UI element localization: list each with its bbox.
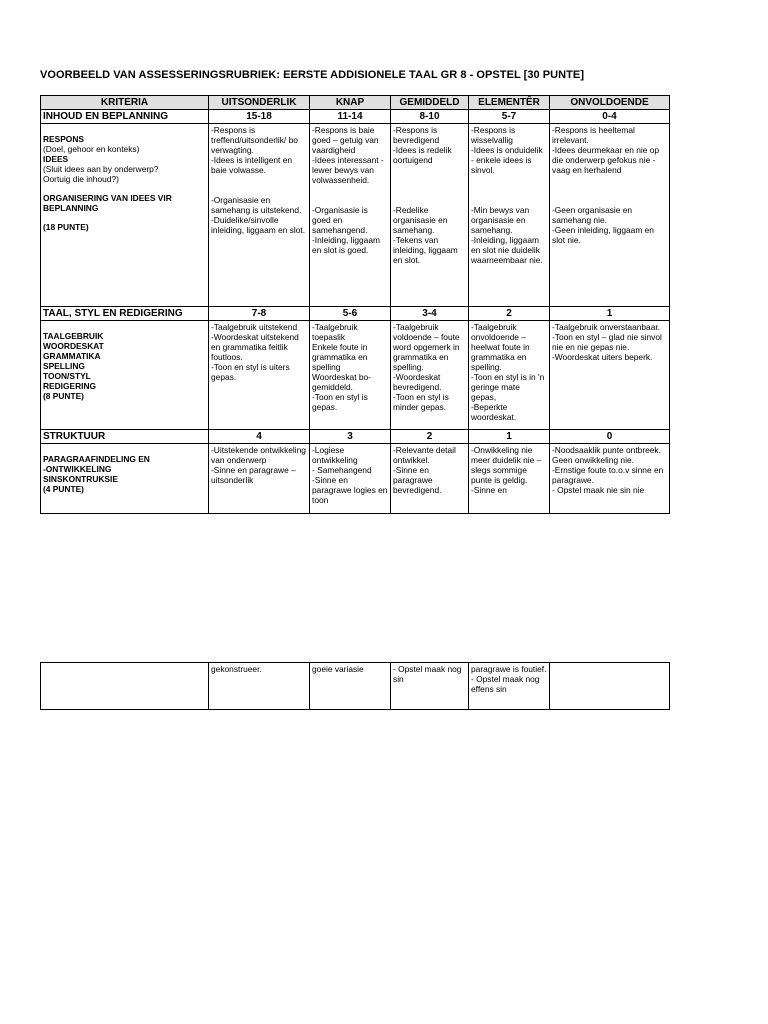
continuation-cell: gekonstrueer. (209, 663, 310, 710)
header-uitsonderlik: UITSONDERLIK (209, 96, 310, 110)
continuation-cell: - Opstel maak nog sin (391, 663, 469, 710)
header-knap: KNAP (310, 96, 391, 110)
continuation-cell: paragrawe is foutief. - Opstel maak nog effens sin (469, 663, 550, 710)
continuation-cell: goeie variasie (310, 663, 391, 710)
score-range: 1 (550, 307, 670, 321)
criteria-respons: RESPONS (43, 134, 84, 144)
score-range: 5-7 (469, 110, 550, 124)
score-range: 8-10 (391, 110, 469, 124)
descriptor-cell: -Taalgebruik onverstaanbaar. -Toon en styl – glad nie sinvol nie en nie gepas nie. -Woordeskat uiters beperk. (550, 321, 670, 430)
score-range: 7-8 (209, 307, 310, 321)
criteria-list: PARAGRAAFINDELING EN -ONTWIKKELING SINSKONTRUKSIE (4 PUNTE) (43, 454, 150, 494)
section-name: STRUKTUUR (41, 430, 209, 444)
descriptor-cell: -Relevante detail ontwikkel. -Sinne en paragrawe bevredigend. (391, 444, 469, 514)
criteria-idees: IDEES (43, 154, 69, 164)
descriptor-cell: -Taalgebruik toepaslik Enkele foute in grammatika en spelling Woordeskat bo-gemiddeld. -Toon en styl is gepas. (310, 321, 391, 430)
score-range: 1 (469, 430, 550, 444)
continuation-cell (550, 663, 670, 710)
criteria-cell (41, 124, 209, 307)
descriptor-cell: -Respons is heeltemal irrelevant. -Idees deurmekaar en nie op die onderwerp gefokus nie - vaag en herhalend -Geen organisasie en samehang nie. -Geen inleiding, liggaam en slot nie. (550, 124, 670, 307)
descriptor-cell: -Taalgebruik uitstekend -Woordeskat uitstekend en grammatika feitlik foutloos. -Toon en styl is uiters gepas. (209, 321, 310, 430)
criteria-row-taal (41, 321, 670, 430)
descriptor-cell: -Noodsaaklik punte ontbreek. Geen onwikkeling nie. -Ernstige foute to.o.v sinne en paragrawe. - Opstel maak nie sin nie (550, 444, 670, 514)
descriptor-cell: -Respons is baie goed – getuig van vaardigheid -Idees interessant - lewer bewys van volwassenheid. -Organisasie is goed en samehangend. -Inleiding, liggaam en slot is goed. (310, 124, 391, 307)
criteria-respons-note: (Doel, gehoor en konteks) (43, 144, 140, 154)
criteria-cell (41, 321, 209, 430)
header-kriteria: KRITERIA (41, 96, 209, 110)
descriptor-cell: -Logiese ontwikkeling - Samehangend -Sinne en paragrawe logies en toon (310, 444, 391, 514)
criteria-row-inhoud (41, 124, 670, 307)
descriptor-cell: -Taalgebruik onvoldoende – heelwat foute in grammatika en spelling. -Toon en styl is in 'n geringe mate gepas, -Beperkte woordeskat. (469, 321, 550, 430)
criteria-idees-note: (Sluit idees aan by onderwerp? Oortuig die inhoud?) (43, 164, 159, 184)
page-title: VOORBEELD VAN ASSESSERINGSRUBRIEK: EERSTE ADDISIONELE TAAL GR 8 - OPSTEL [30 PUNTE] (40, 69, 585, 81)
section-name: TAAL, STYL EN REDIGERING (41, 307, 209, 321)
descriptor-cell: -Uitstekende ontwikkeling van onderwerp -Sinne en paragrawe – uitsonderlik (209, 444, 310, 514)
score-range: 2 (391, 430, 469, 444)
score-range: 11-14 (310, 110, 391, 124)
criteria-cell (41, 444, 209, 514)
criteria-list: TAALGEBRUIK WOORDESKAT GRAMMATIKA SPELLING TOON/STYL REDIGERING (8 PUNTE) (43, 331, 104, 401)
score-range: 15-18 (209, 110, 310, 124)
rubric-continuation-table (40, 662, 670, 710)
header-elementer: ELEMENTÊR (469, 96, 550, 110)
header-gemiddeld: GEMIDDELD (391, 96, 469, 110)
criteria-organisering: ORGANISERING VAN IDEES VIR BEPLANNING (43, 193, 172, 213)
section-row-taal (41, 307, 670, 321)
criteria-row-struktuur (41, 444, 670, 514)
score-range: 4 (209, 430, 310, 444)
score-range: 2 (469, 307, 550, 321)
descriptor-cell: -Respons is bevredigend -Idees is redelik oortuigend -Redelike organisasie en samehang. -Tekens van inleiding, liggaam en slot. (391, 124, 469, 307)
assessment-rubric-table (40, 95, 670, 514)
score-range: 0 (550, 430, 670, 444)
section-row-struktuur (41, 430, 670, 444)
descriptor-cell: -Respons is treffend/uitsonderlik/ bo verwagting. -Idees is intelligent en baie volwasse. -Organisasie en samehang is uitstekend. -Duidelike/sinvolle inleiding, liggaam en slot. (209, 124, 310, 307)
criteria-points: (18 PUNTE) (43, 222, 89, 232)
header-row (41, 96, 670, 110)
continuation-cell (41, 663, 209, 710)
descriptor-cell: -Taalgebruik voldoende – foute word opgemerk in grammatika en spelling. -Woordeskat bevredigend. -Toon en styl is minder gepas. (391, 321, 469, 430)
score-range: 5-6 (310, 307, 391, 321)
section-row-inhoud (41, 110, 670, 124)
descriptor-cell: -Onwikkeling nie meer duidelik nie – slegs sommige punte is geldig. -Sinne en (469, 444, 550, 514)
score-range: 3 (310, 430, 391, 444)
continuation-row (41, 663, 670, 710)
score-range: 3-4 (391, 307, 469, 321)
section-name: INHOUD EN BEPLANNING (41, 110, 209, 124)
header-onvoldoende: ONVOLDOENDE (550, 96, 670, 110)
score-range: 0-4 (550, 110, 670, 124)
descriptor-cell: -Respons is wisselvallig -Idees is onduidelik - enkele idees is sinvol. -Min bewys van organisasie en samehang. -Inleiding, liggaam en slot nie duidelik waarneembaar nie. (469, 124, 550, 307)
